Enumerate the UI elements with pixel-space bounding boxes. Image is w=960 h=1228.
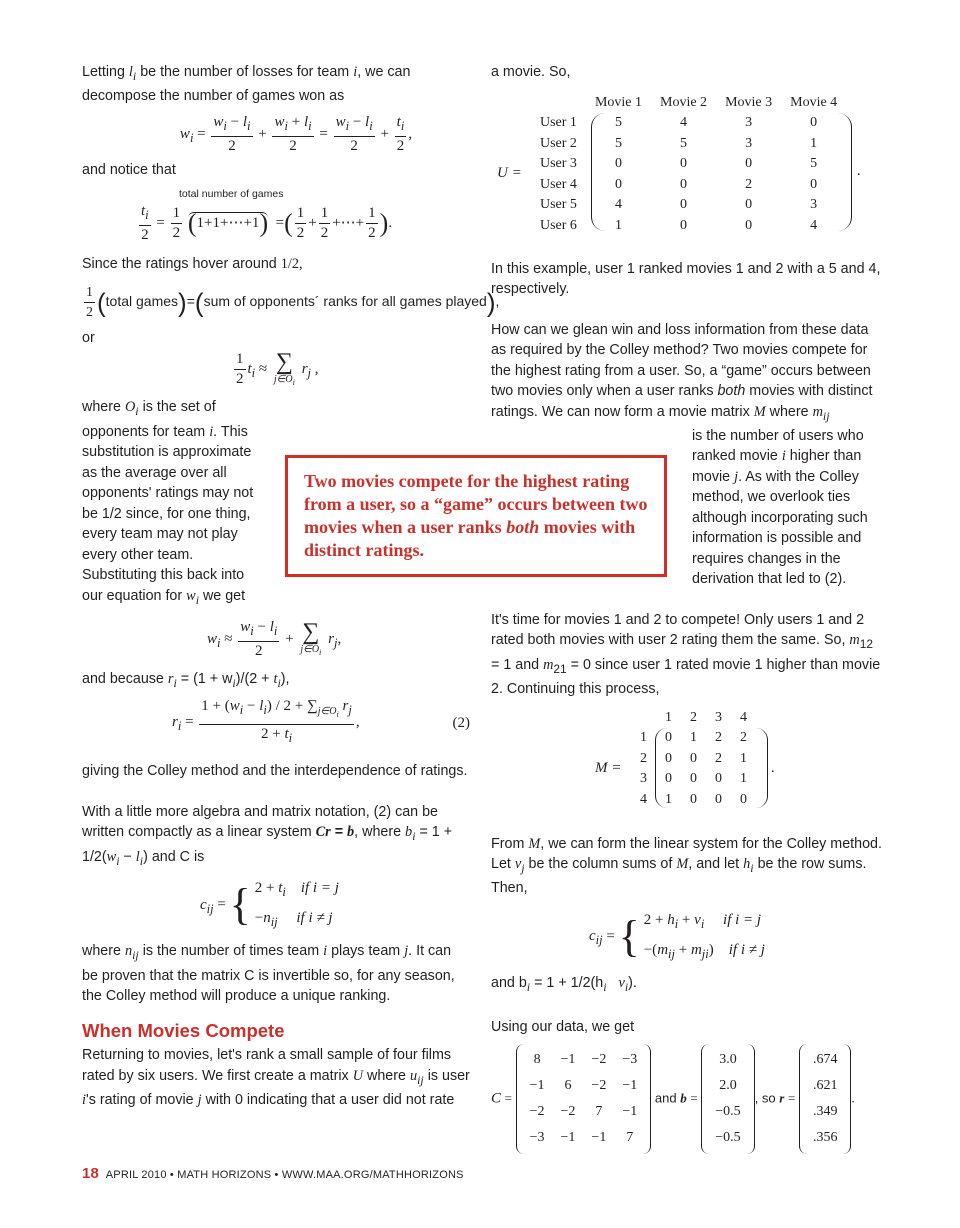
equation-number: (2) [452,715,470,732]
cell: 0 [614,156,622,171]
cell: 5 [614,135,622,151]
paragraph: It's time for movies 1 and 2 to compete! Only users 1 and 2 rated both movies with user 2 rating them the same. So, $m_{12} = 1$ and $m_{21} = 0$ since user 1 rated movie 1 higher than movie 2. Continuing this process, [491,611,881,698]
cell: 1 [614,217,622,233]
cell: −1 [591,1129,607,1145]
cell: 0 [740,791,747,807]
column-header: 1 [665,709,672,725]
column-header: 3 [715,709,722,725]
paragraph: and notice that [82,161,176,178]
matrix-u: U = Movie 1 Movie 2 Movie 3 Movie 4 User 1 5 4 3 0 User 2 5 5 3 1 User 3 0 0 0 5 User 4 0 0 2 0 User 5 4 0 0 3 User 6 1 0 0 4 . [491,93,883,243]
cell: 1 [740,750,747,766]
paragraph: a movie. So, [491,64,571,80]
row-label: 4 [640,791,647,807]
right-column [491,62,883,1154]
equation-c-movies: $c_{ij}$ = { $2 + h_i + v_i$ if i = j $-(m_{ij} + m_{ji})$ if i ≠ j [589,911,765,961]
cell: 2 [715,730,722,746]
cell: 3.0 [719,1051,737,1067]
row-label: User 5 [540,197,577,212]
equation-2: $r_i$ = $\frac{1 + (w_i - l_i) / 2 + \sum_{j\in O_i} r_j}{2 + t_i}$ , (2) [172,698,470,746]
cell: 0 [690,771,697,787]
cell: 0 [665,730,672,746]
cell: 0 [810,176,818,192]
paragraph: Using our data, we get [491,1019,635,1036]
cell: −0.5 [715,1103,741,1119]
paragraph: giving the Colley method and the interdependence of ratings. [82,763,468,780]
matrix-c [516,1044,652,1154]
paragraph: How can we glean win and loss information from these data as required by the Colley method? Two movies compete for the highest rating from a user. So, a “game” occurs between two movies only when a user ranks both movies with distinct ratings. We can now form a movie matrix M where $m_{ij}$ is the number of users who ranked movie i higher than movie j. As with the Colley method, we overlook ties although incorporating such information is possible and requires changes in the derivation that led to (2). [491,321,873,588]
cell: −2 [560,1103,576,1119]
matrix-m: M = 1 2 3 4 1 0 1 2 2 2 0 0 2 1 3 0 0 0 1 4 1 0 0 0 . [491,708,883,818]
cell: 0 [745,217,753,233]
cell: 3 [745,115,753,130]
cell: 3 [745,135,753,151]
cell: 4 [810,217,818,233]
cell: 5 [680,135,688,151]
cell: 0 [614,176,622,192]
paragraph: Since the ratings hover around 1/2, [82,256,303,273]
column-header: Movie 2 [660,94,708,110]
cell: −3 [622,1051,638,1067]
column-header: Movie 3 [725,94,773,110]
cell: −1 [560,1129,576,1145]
cell: 0 [665,750,672,766]
cell: −1 [622,1103,638,1119]
paragraph: and because $r_i = (1 + w_i)/(2 + t_i)$, [82,671,290,690]
page-number: 18 [82,1165,100,1182]
cell: 1 [740,771,747,787]
cell: 0 [680,176,688,192]
row-label: 3 [640,771,647,787]
cell: 2 [740,730,747,746]
cell: .356 [812,1129,838,1145]
matrix-paren-left [591,113,606,231]
column-header: 2 [690,709,697,725]
cell: 2 [745,176,753,192]
paragraph: Letting $l_i$ be the number of losses for team i, we can decompose the number of games won as [82,64,411,105]
cell: 5 [810,156,818,171]
paragraph: or [82,329,95,346]
paragraph: From M, we can form the linear system for the Colley method. Let $v_j$ be the column sums of M, and let $h_i$ be the row sums. Then, [491,835,882,897]
cell: 0 [690,750,697,766]
cell: .674 [812,1051,838,1067]
cell: 0 [680,156,688,171]
cell: 0 [665,771,672,787]
equation-ratings-sum: $\frac{1}{2}$ (total games)=(sum of opponents´ ranks for all games played), [86,284,500,320]
cell: −2 [591,1051,607,1067]
cell: 0 [745,156,753,171]
equation-c-cases: $c_{ij}$ = { $2 + t_i$ if i = j $-n_{ij}$ if i ≠ j [200,880,339,930]
cell: 8 [533,1051,541,1067]
column-header: 4 [740,709,747,725]
column-header: Movie 1 [594,94,642,110]
row-label: User 6 [540,217,577,233]
cell: 0 [690,791,697,807]
cell: 0 [680,197,688,212]
footer-text: APRIL 2010 • MATH HORIZONS • WWW.MAA.ORG/MATHHORIZONS [105,1169,464,1181]
cell: 1 [810,135,818,151]
cell: 0 [715,791,722,807]
pull-quote: Two movies compete for the highest rating from a user, so a “game” occurs between two movies when a user ranks both movies with distinct ratings. [285,455,667,577]
equation-solution: C = 8 −1 −2 −3 −1 6 −2 −1 −2 −2 7 −1 −3 −1 −1 7 and b = 3.0 2.0 −0.5 −0.5 , so r = .674 .621 .349 .356 . [491,1044,883,1154]
cell: −3 [529,1129,545,1145]
cell: −2 [529,1103,545,1119]
paragraph: Returning to movies, let's rank a small sample of four films rated by six users. We first create a matrix U where $u_{ij}$ is user i's rating of movie j with 0 indicating that a user did not rate [82,1047,470,1108]
cell: 6 [564,1077,572,1093]
equation-w-approx: $w_i$ ≈ $\frac{w_i - l_i}{2}$ + ∑ $j\in O_i$ $r_j$, [207,619,342,660]
cell: −0.5 [715,1129,741,1145]
section-heading: When Movies Compete [82,1019,285,1041]
cell: .621 [812,1077,838,1093]
cell: 1 [690,730,697,746]
cell: 0 [715,771,722,787]
row-label: User 2 [540,135,577,151]
matrix-paren-right [755,728,768,808]
cell: 2 [715,750,722,766]
matrix-paren-right [837,113,852,231]
paragraph: and $b_i = 1 + 1/2(h_i$ $v_i$). [491,974,637,994]
equation-half-t: $\frac{1}{2}$ $t_i$ ≈ ∑ $j\in O_i$ $r_j$ , [236,349,319,388]
cell: 4 [680,115,688,130]
cell: 7 [595,1103,603,1119]
cell: 1 [665,791,672,807]
cell: 2.0 [719,1077,737,1093]
equation-wins: $w_i$ = $\frac{w_i - l_i}{2}$ + $\frac{w_i + l_i}{2}$ = $\frac{w_i - l_i}{2}$ + $\frac{t_i}{2}$ , [179,113,413,154]
vector-r [799,1044,852,1154]
row-label: 1 [640,730,647,746]
cell: 3 [810,197,818,212]
cell: 4 [614,197,622,212]
row-label: User 1 [540,115,577,130]
cell: −1 [529,1077,545,1093]
paragraph: where $n_{ij}$ is the number of times team i plays team j. It can be proven that the matrix C is invertible so, for any season, the Colley method will produce a unique ranking. [82,943,455,1005]
cell: 5 [614,115,622,130]
cell: −2 [591,1077,607,1093]
cell: 0 [680,217,688,233]
vector-b [701,1044,754,1154]
row-label: User 4 [540,176,577,192]
paragraph: With a little more algebra and matrix notation, (2) can be written compactly as a linear system Cr = b, where $b_i = 1 + 1/2(w_i - l_i)$ and C is [82,803,453,868]
equation-total-games: total number of games $\frac{t_i}{2}$ = $\frac{1}{2}$ (1+1+⋯+1) =( $\frac{1}{2}$ + $\frac{1}{2}$ +⋯+ $\frac{1}{2}$ ). [137,184,470,246]
column-header: Movie 4 [790,94,838,110]
cell: −1 [622,1077,638,1093]
cell: 0 [745,197,753,212]
cell: −1 [560,1051,576,1067]
cell: 0 [810,115,818,130]
cell: 7 [626,1129,634,1145]
row-label: User 3 [540,156,577,171]
page-footer [82,1165,464,1182]
cell: .349 [812,1103,838,1119]
matrix-paren-left [655,728,668,808]
brace-label: total number of games [179,188,284,201]
row-label: 2 [640,750,647,766]
paragraph: In this example, user 1 ranked movies 1 and 2 with a 5 and 4, respectively. [491,260,881,297]
paragraph-wrapped: where $O_i$ is the set of opponents for team i. This substitution is approximate as the average over all opponents' ratings may not be 1/2 since, for one thing, every team may not play every other team. Substituting this back into our equation for $w_i$ we get [82,399,254,607]
